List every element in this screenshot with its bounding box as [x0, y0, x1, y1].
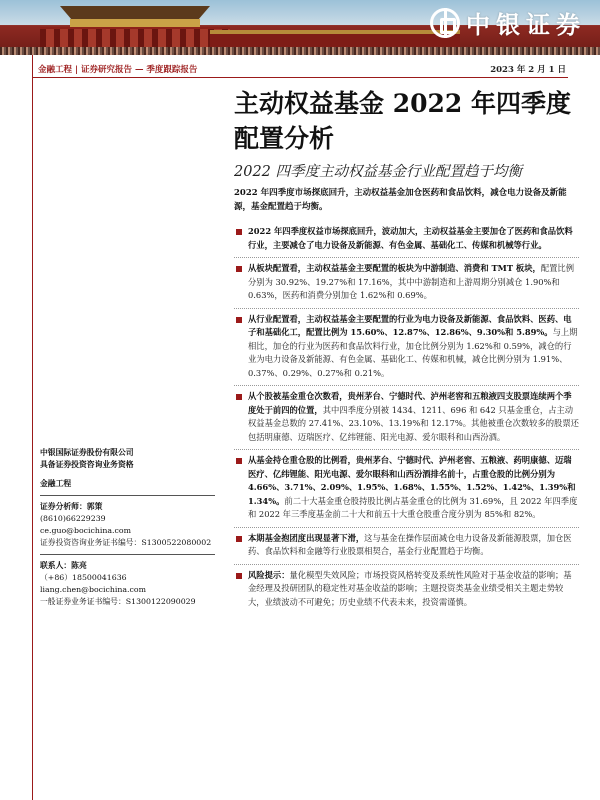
contact-phone: （+86）18500041636	[40, 573, 127, 582]
analyst-phone: (8610)66229239	[40, 514, 106, 523]
key-point-3: 从行业配置看，主动权益基金主要配置的行业为电力设备及新能源、食品饮料、医药、电子和基础化工，配置比例为 15.60%、12.87%、12.86%、9.30%和 5.89%。与上期相比，加仓的行业为医药和食品饮料行业，加仓比例分别为 1.62%和 0.59%，减仓的行业为电力设备及新能源、有色金属、基础化工、传媒和机械，减仓比例分别为 1.91%、0.37%、0.29%、0.27%和 0.21%。	[234, 313, 579, 387]
divider	[40, 554, 215, 555]
key-point-1: 2022 年四季度权益市场探底回升，波动加大，主动权益基金主要加仓了医药和食品饮料行业，主要减仓了电力设备及新能源、有色金属、基础化工、传媒和机械等行业。	[234, 225, 579, 258]
brand-name: 中银证券	[466, 11, 586, 39]
department: 金融工程	[40, 479, 72, 488]
key-points-list	[234, 225, 579, 618]
contact-name: 联系人：陈亮	[40, 561, 87, 570]
report-title: 主动权益基金 2022 年四季度配置分析	[234, 89, 571, 153]
risk-warning: 风险提示：量化模型失效风险；市场投资风格转变及系统性风险对于基金收益的影响；基金经理及投研团队的稳定性对基金收益的影响；主题投资类基金业绩受相关主题走势较大，业绩波动不可避免；历史业绩不代表未来，投资需谨慎。	[234, 569, 579, 615]
report-date: 2023 年 2 月 1 日	[490, 65, 566, 75]
report-category: 金融工程 | 证券研究报告 — 季度跟踪报告	[38, 65, 198, 75]
header-banner	[0, 0, 600, 55]
info-bar	[32, 57, 568, 78]
analyst-cert: 证券投资咨询业务证书编号：S1300522080002	[40, 538, 212, 547]
crowd-graphic	[0, 47, 600, 55]
palace-roof-graphic	[60, 6, 210, 20]
contact-cert: 一般证券业务证书编号：S1300122090029	[40, 597, 196, 606]
firm-qualification: 具备证券投资咨询业务资格	[40, 460, 134, 469]
firm-name: 中银国际证券股份有限公司	[40, 448, 134, 457]
analyst-name: 证券分析师：郭策	[40, 502, 103, 511]
divider	[40, 495, 215, 496]
brand-logo	[430, 5, 586, 40]
author-sidebar	[40, 447, 220, 608]
left-margin-rule	[32, 55, 33, 800]
lead-paragraph: 2022 年四季度市场探底回升，主动权益基金加仓医药和食品饮料，减仓电力设备及新能源，基金配置趋于均衡。	[234, 188, 567, 212]
report-subtitle: 2022 四季度主动权益基金行业配置趋于均衡	[234, 164, 523, 180]
key-point-2: 从板块配置看，主动权益基金主要配置的板块为中游制造、消费和 TMT 板块，配置比例分别为 30.92%、19.27%和 17.16%，其中中游制造和上游周期分别减仓 1.90%和 0.63%，医药和消费分别加仓 1.62%和 0.69%。	[234, 262, 579, 309]
key-point-5: 从基金持仓重仓股的比例看，贵州茅台、宁德时代、泸州老窖、五粮液、药明康德、迈瑞医疗、亿纬锂能、阳光电源、爱尔眼科和山西汾酒排名前十，占重仓股的比例分别为 4.66%、3.71%、2.09%、1.95%、1.68%、1.55%、1.52%、1.42%、1.39%和 1.34%。前二十大基金重仓股持股比例占基金重仓的比例为 31.69%，且 2022 年四季度和 2022 年三季度基金前二十大和前五十大重仓股重合度分别为 85%和 82%。	[234, 454, 579, 528]
key-point-4: 从个股被基金重仓次数看，贵州茅台、宁德时代、泸州老窖和五粮液四支股票连续两个季度处于前四的位置，其中四季度分别被 1434、1211、696 和 642 只基金重仓，占主动权益基金总数的 27.41%、23.10%、13.19%和 12.17%。其他被重仓次数较多的股票还包括明康德、迈瑞医疗、亿纬锂能、阳光电源、爱尔眼科和山西汾酒。	[234, 390, 579, 450]
key-point-6: 本期基金抱团度出现显著下滑，这与基金在操作层面减仓电力设备及新能源股票，加仓医药、食品饮料和金融等行业股票相契合，基金行业配置趋于均衡。	[234, 532, 579, 565]
analyst-email[interactable]: ce.guo@bocichina.com	[40, 526, 131, 535]
boc-logo-icon	[430, 8, 460, 38]
contact-email[interactable]: liang.chen@bocichina.com	[40, 585, 146, 594]
